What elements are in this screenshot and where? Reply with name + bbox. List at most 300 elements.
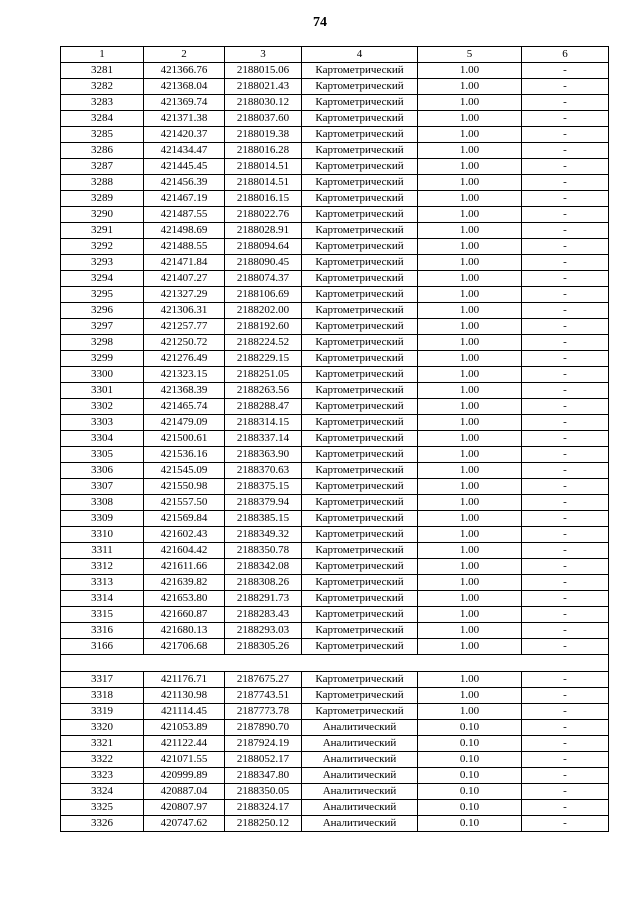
y-coordinate-cell: 2188016.15 <box>225 191 302 207</box>
accuracy-cell: 0.10 <box>418 784 522 800</box>
point-number-cell: 3320 <box>61 720 144 736</box>
method-cell: Картометрический <box>302 639 418 655</box>
y-coordinate-cell: 2188350.78 <box>225 543 302 559</box>
point-number-cell: 3295 <box>61 287 144 303</box>
table-row <box>61 591 609 607</box>
y-coordinate-cell: 2188016.28 <box>225 143 302 159</box>
y-coordinate-cell: 2188106.69 <box>225 287 302 303</box>
x-coordinate-cell: 421660.87 <box>144 607 225 623</box>
method-cell: Картометрический <box>302 447 418 463</box>
accuracy-cell: 1.00 <box>418 479 522 495</box>
accuracy-cell: 1.00 <box>418 463 522 479</box>
y-coordinate-cell: 2188192.60 <box>225 319 302 335</box>
table-row <box>61 287 609 303</box>
y-coordinate-cell: 2187675.27 <box>225 672 302 688</box>
point-number-cell: 3293 <box>61 255 144 271</box>
y-coordinate-cell: 2188375.15 <box>225 479 302 495</box>
note-cell: - <box>522 239 609 255</box>
x-coordinate-cell: 421276.49 <box>144 351 225 367</box>
accuracy-cell: 1.00 <box>418 79 522 95</box>
table-row <box>61 816 609 832</box>
method-cell: Картометрический <box>302 399 418 415</box>
y-coordinate-cell: 2188021.43 <box>225 79 302 95</box>
accuracy-cell: 1.00 <box>418 63 522 79</box>
method-cell: Картометрический <box>302 223 418 239</box>
point-number-cell: 3306 <box>61 463 144 479</box>
point-number-cell: 3299 <box>61 351 144 367</box>
y-coordinate-cell: 2188342.08 <box>225 559 302 575</box>
method-cell: Картометрический <box>302 543 418 559</box>
table-row <box>61 463 609 479</box>
note-cell: - <box>522 335 609 351</box>
point-number-cell: 3289 <box>61 191 144 207</box>
method-cell: Картометрический <box>302 623 418 639</box>
note-cell: - <box>522 255 609 271</box>
accuracy-cell: 1.00 <box>418 127 522 143</box>
accuracy-cell: 1.00 <box>418 383 522 399</box>
x-coordinate-cell: 421550.98 <box>144 479 225 495</box>
method-cell: Картометрический <box>302 271 418 287</box>
header-cell-2: 2 <box>144 47 225 63</box>
point-number-cell: 3312 <box>61 559 144 575</box>
table-row <box>61 303 609 319</box>
method-cell: Аналитический <box>302 784 418 800</box>
point-number-cell: 3304 <box>61 431 144 447</box>
x-coordinate-cell: 421130.98 <box>144 688 225 704</box>
x-coordinate-cell: 421706.68 <box>144 639 225 655</box>
y-coordinate-cell: 2188094.64 <box>225 239 302 255</box>
table-row <box>61 383 609 399</box>
note-cell: - <box>522 79 609 95</box>
method-cell: Картометрический <box>302 207 418 223</box>
point-number-cell: 3325 <box>61 800 144 816</box>
accuracy-cell: 0.10 <box>418 736 522 752</box>
method-cell: Картометрический <box>302 591 418 607</box>
accuracy-cell: 1.00 <box>418 367 522 383</box>
point-number-cell: 3300 <box>61 367 144 383</box>
point-number-cell: 3308 <box>61 495 144 511</box>
table-row <box>61 752 609 768</box>
table-row <box>61 367 609 383</box>
note-cell: - <box>522 463 609 479</box>
accuracy-cell: 0.10 <box>418 800 522 816</box>
note-cell: - <box>522 111 609 127</box>
accuracy-cell: 1.00 <box>418 287 522 303</box>
point-number-cell: 3288 <box>61 175 144 191</box>
accuracy-cell: 1.00 <box>418 399 522 415</box>
y-coordinate-cell: 2188224.52 <box>225 335 302 351</box>
table-row <box>61 159 609 175</box>
point-number-cell: 3291 <box>61 223 144 239</box>
header-row <box>61 47 609 63</box>
point-number-cell: 3310 <box>61 527 144 543</box>
accuracy-cell: 1.00 <box>418 639 522 655</box>
note-cell: - <box>522 495 609 511</box>
accuracy-cell: 1.00 <box>418 175 522 191</box>
y-coordinate-cell: 2188308.26 <box>225 575 302 591</box>
table-row <box>61 415 609 431</box>
method-cell: Аналитический <box>302 800 418 816</box>
table-row <box>61 559 609 575</box>
point-number-cell: 3317 <box>61 672 144 688</box>
x-coordinate-cell: 421479.09 <box>144 415 225 431</box>
note-cell: - <box>522 223 609 239</box>
accuracy-cell: 1.00 <box>418 543 522 559</box>
table-row <box>61 704 609 720</box>
method-cell: Картометрический <box>302 672 418 688</box>
table-row <box>61 768 609 784</box>
x-coordinate-cell: 421434.47 <box>144 143 225 159</box>
method-cell: Картометрический <box>302 319 418 335</box>
method-cell: Картометрический <box>302 255 418 271</box>
x-coordinate-cell: 421536.16 <box>144 447 225 463</box>
note-cell: - <box>522 367 609 383</box>
point-number-cell: 3324 <box>61 784 144 800</box>
table-row <box>61 736 609 752</box>
x-coordinate-cell: 421071.55 <box>144 752 225 768</box>
y-coordinate-cell: 2188263.56 <box>225 383 302 399</box>
point-number-cell: 3322 <box>61 752 144 768</box>
point-number-cell: 3301 <box>61 383 144 399</box>
method-cell: Аналитический <box>302 720 418 736</box>
x-coordinate-cell: 421114.45 <box>144 704 225 720</box>
point-number-cell: 3316 <box>61 623 144 639</box>
x-coordinate-cell: 421445.45 <box>144 159 225 175</box>
point-number-cell: 3166 <box>61 639 144 655</box>
note-cell: - <box>522 623 609 639</box>
y-coordinate-cell: 2188250.12 <box>225 816 302 832</box>
note-cell: - <box>522 543 609 559</box>
point-number-cell: 3321 <box>61 736 144 752</box>
accuracy-cell: 1.00 <box>418 159 522 175</box>
point-number-cell: 3290 <box>61 207 144 223</box>
point-number-cell: 3292 <box>61 239 144 255</box>
accuracy-cell: 1.00 <box>418 688 522 704</box>
note-cell: - <box>522 399 609 415</box>
x-coordinate-cell: 421053.89 <box>144 720 225 736</box>
table-row <box>61 720 609 736</box>
header-cell-5: 5 <box>418 47 522 63</box>
accuracy-cell: 1.00 <box>418 239 522 255</box>
y-coordinate-cell: 2188202.00 <box>225 303 302 319</box>
note-cell: - <box>522 159 609 175</box>
x-coordinate-cell: 421569.84 <box>144 511 225 527</box>
x-coordinate-cell: 421611.66 <box>144 559 225 575</box>
y-coordinate-cell: 2188037.60 <box>225 111 302 127</box>
point-number-cell: 3311 <box>61 543 144 559</box>
x-coordinate-cell: 421639.82 <box>144 575 225 591</box>
method-cell: Картометрический <box>302 63 418 79</box>
note-cell: - <box>522 175 609 191</box>
x-coordinate-cell: 421604.42 <box>144 543 225 559</box>
accuracy-cell: 1.00 <box>418 191 522 207</box>
x-coordinate-cell: 421176.71 <box>144 672 225 688</box>
x-coordinate-cell: 421371.38 <box>144 111 225 127</box>
table-row <box>61 143 609 159</box>
note-cell: - <box>522 207 609 223</box>
note-cell: - <box>522 591 609 607</box>
table-row <box>61 239 609 255</box>
x-coordinate-cell: 421368.04 <box>144 79 225 95</box>
point-number-cell: 3285 <box>61 127 144 143</box>
x-coordinate-cell: 421471.84 <box>144 255 225 271</box>
method-cell: Картометрический <box>302 559 418 575</box>
x-coordinate-cell: 421488.55 <box>144 239 225 255</box>
accuracy-cell: 1.00 <box>418 415 522 431</box>
x-coordinate-cell: 421407.27 <box>144 271 225 287</box>
x-coordinate-cell: 421602.43 <box>144 527 225 543</box>
y-coordinate-cell: 2187743.51 <box>225 688 302 704</box>
y-coordinate-cell: 2188350.05 <box>225 784 302 800</box>
method-cell: Картометрический <box>302 287 418 303</box>
point-number-cell: 3319 <box>61 704 144 720</box>
method-cell: Картометрический <box>302 95 418 111</box>
accuracy-cell: 1.00 <box>418 591 522 607</box>
note-cell: - <box>522 127 609 143</box>
x-coordinate-cell: 421368.39 <box>144 383 225 399</box>
accuracy-cell: 1.00 <box>418 527 522 543</box>
table-row <box>61 175 609 191</box>
table-row <box>61 527 609 543</box>
table-row <box>61 335 609 351</box>
method-cell: Картометрический <box>302 159 418 175</box>
point-number-cell: 3307 <box>61 479 144 495</box>
table-row <box>61 191 609 207</box>
method-cell: Картометрический <box>302 111 418 127</box>
x-coordinate-cell: 421500.61 <box>144 431 225 447</box>
y-coordinate-cell: 2188028.91 <box>225 223 302 239</box>
y-coordinate-cell: 2188288.47 <box>225 399 302 415</box>
y-coordinate-cell: 2188251.05 <box>225 367 302 383</box>
x-coordinate-cell: 421420.37 <box>144 127 225 143</box>
table-row <box>61 784 609 800</box>
y-coordinate-cell: 2188014.51 <box>225 159 302 175</box>
point-number-cell: 3326 <box>61 816 144 832</box>
accuracy-cell: 0.10 <box>418 752 522 768</box>
coordinates-table <box>60 46 609 832</box>
table-row <box>61 207 609 223</box>
point-number-cell: 3314 <box>61 591 144 607</box>
separator-row <box>61 655 609 672</box>
y-coordinate-cell: 2188349.32 <box>225 527 302 543</box>
accuracy-cell: 1.00 <box>418 704 522 720</box>
note-cell: - <box>522 271 609 287</box>
x-coordinate-cell: 421306.31 <box>144 303 225 319</box>
note-cell: - <box>522 784 609 800</box>
x-coordinate-cell: 421557.50 <box>144 495 225 511</box>
point-number-cell: 3287 <box>61 159 144 175</box>
accuracy-cell: 0.10 <box>418 768 522 784</box>
x-coordinate-cell: 421456.39 <box>144 175 225 191</box>
point-number-cell: 3323 <box>61 768 144 784</box>
y-coordinate-cell: 2188291.73 <box>225 591 302 607</box>
x-coordinate-cell: 420747.62 <box>144 816 225 832</box>
y-coordinate-cell: 2188019.38 <box>225 127 302 143</box>
accuracy-cell: 1.00 <box>418 511 522 527</box>
y-coordinate-cell: 2188314.15 <box>225 415 302 431</box>
accuracy-cell: 1.00 <box>418 447 522 463</box>
method-cell: Картометрический <box>302 511 418 527</box>
point-number-cell: 3313 <box>61 575 144 591</box>
method-cell: Картометрический <box>302 351 418 367</box>
accuracy-cell: 1.00 <box>418 607 522 623</box>
accuracy-cell: 1.00 <box>418 335 522 351</box>
note-cell: - <box>522 736 609 752</box>
note-cell: - <box>522 351 609 367</box>
accuracy-cell: 1.00 <box>418 623 522 639</box>
note-cell: - <box>522 527 609 543</box>
accuracy-cell: 1.00 <box>418 271 522 287</box>
table-row <box>61 639 609 655</box>
y-coordinate-cell: 2187773.78 <box>225 704 302 720</box>
table-row <box>61 95 609 111</box>
note-cell: - <box>522 688 609 704</box>
y-coordinate-cell: 2188283.43 <box>225 607 302 623</box>
table-row <box>61 351 609 367</box>
y-coordinate-cell: 2188015.06 <box>225 63 302 79</box>
x-coordinate-cell: 421250.72 <box>144 335 225 351</box>
point-number-cell: 3315 <box>61 607 144 623</box>
note-cell: - <box>522 639 609 655</box>
y-coordinate-cell: 2188370.63 <box>225 463 302 479</box>
x-coordinate-cell: 421327.29 <box>144 287 225 303</box>
method-cell: Картометрический <box>302 127 418 143</box>
x-coordinate-cell: 420887.04 <box>144 784 225 800</box>
method-cell: Картометрический <box>302 688 418 704</box>
point-number-cell: 3296 <box>61 303 144 319</box>
table-row <box>61 672 609 688</box>
point-number-cell: 3281 <box>61 63 144 79</box>
accuracy-cell: 1.00 <box>418 559 522 575</box>
table-row <box>61 431 609 447</box>
x-coordinate-cell: 421257.77 <box>144 319 225 335</box>
note-cell: - <box>522 816 609 832</box>
note-cell: - <box>522 383 609 399</box>
y-coordinate-cell: 2188379.94 <box>225 495 302 511</box>
note-cell: - <box>522 720 609 736</box>
table-row <box>61 495 609 511</box>
header-cell-4: 4 <box>302 47 418 63</box>
accuracy-cell: 1.00 <box>418 351 522 367</box>
header-cell-3: 3 <box>225 47 302 63</box>
point-number-cell: 3284 <box>61 111 144 127</box>
header-cell-1: 1 <box>61 47 144 63</box>
accuracy-cell: 1.00 <box>418 255 522 271</box>
y-coordinate-cell: 2188090.45 <box>225 255 302 271</box>
table-row <box>61 511 609 527</box>
note-cell: - <box>522 319 609 335</box>
note-cell: - <box>522 95 609 111</box>
y-coordinate-cell: 2188324.17 <box>225 800 302 816</box>
point-number-cell: 3294 <box>61 271 144 287</box>
accuracy-cell: 1.00 <box>418 672 522 688</box>
y-coordinate-cell: 2187924.19 <box>225 736 302 752</box>
x-coordinate-cell: 420807.97 <box>144 800 225 816</box>
table-row <box>61 623 609 639</box>
point-number-cell: 3297 <box>61 319 144 335</box>
note-cell: - <box>522 575 609 591</box>
accuracy-cell: 1.00 <box>418 319 522 335</box>
table-row <box>61 127 609 143</box>
table-row <box>61 79 609 95</box>
note-cell: - <box>522 607 609 623</box>
table-row <box>61 447 609 463</box>
y-coordinate-cell: 2188014.51 <box>225 175 302 191</box>
y-coordinate-cell: 2188337.14 <box>225 431 302 447</box>
y-coordinate-cell: 2188022.76 <box>225 207 302 223</box>
x-coordinate-cell: 421487.55 <box>144 207 225 223</box>
table-row <box>61 607 609 623</box>
accuracy-cell: 1.00 <box>418 111 522 127</box>
accuracy-cell: 1.00 <box>418 207 522 223</box>
accuracy-cell: 1.00 <box>418 303 522 319</box>
y-coordinate-cell: 2188305.26 <box>225 639 302 655</box>
point-number-cell: 3318 <box>61 688 144 704</box>
note-cell: - <box>522 143 609 159</box>
note-cell: - <box>522 447 609 463</box>
method-cell: Картометрический <box>302 143 418 159</box>
point-number-cell: 3309 <box>61 511 144 527</box>
table-row <box>61 688 609 704</box>
method-cell: Картометрический <box>302 79 418 95</box>
note-cell: - <box>522 752 609 768</box>
note-cell: - <box>522 768 609 784</box>
note-cell: - <box>522 287 609 303</box>
table-row <box>61 111 609 127</box>
method-cell: Картометрический <box>302 607 418 623</box>
separator-cell <box>61 655 609 672</box>
x-coordinate-cell: 421498.69 <box>144 223 225 239</box>
note-cell: - <box>522 559 609 575</box>
method-cell: Картометрический <box>302 704 418 720</box>
table-row <box>61 800 609 816</box>
x-coordinate-cell: 421680.13 <box>144 623 225 639</box>
method-cell: Аналитический <box>302 736 418 752</box>
method-cell: Аналитический <box>302 816 418 832</box>
table-row <box>61 575 609 591</box>
point-number-cell: 3298 <box>61 335 144 351</box>
table-row <box>61 271 609 287</box>
accuracy-cell: 0.10 <box>418 816 522 832</box>
method-cell: Картометрический <box>302 303 418 319</box>
accuracy-cell: 1.00 <box>418 431 522 447</box>
table-row <box>61 319 609 335</box>
method-cell: Картометрический <box>302 527 418 543</box>
note-cell: - <box>522 800 609 816</box>
x-coordinate-cell: 420999.89 <box>144 768 225 784</box>
table-row <box>61 479 609 495</box>
note-cell: - <box>522 191 609 207</box>
x-coordinate-cell: 421122.44 <box>144 736 225 752</box>
note-cell: - <box>522 672 609 688</box>
y-coordinate-cell: 2188030.12 <box>225 95 302 111</box>
method-cell: Картометрический <box>302 367 418 383</box>
point-number-cell: 3302 <box>61 399 144 415</box>
table-row <box>61 399 609 415</box>
method-cell: Картометрический <box>302 175 418 191</box>
method-cell: Картометрический <box>302 415 418 431</box>
y-coordinate-cell: 2188347.80 <box>225 768 302 784</box>
y-coordinate-cell: 2188074.37 <box>225 271 302 287</box>
accuracy-cell: 1.00 <box>418 143 522 159</box>
x-coordinate-cell: 421467.19 <box>144 191 225 207</box>
point-number-cell: 3283 <box>61 95 144 111</box>
y-coordinate-cell: 2188229.15 <box>225 351 302 367</box>
accuracy-cell: 1.00 <box>418 223 522 239</box>
x-coordinate-cell: 421653.80 <box>144 591 225 607</box>
note-cell: - <box>522 511 609 527</box>
y-coordinate-cell: 2187890.70 <box>225 720 302 736</box>
